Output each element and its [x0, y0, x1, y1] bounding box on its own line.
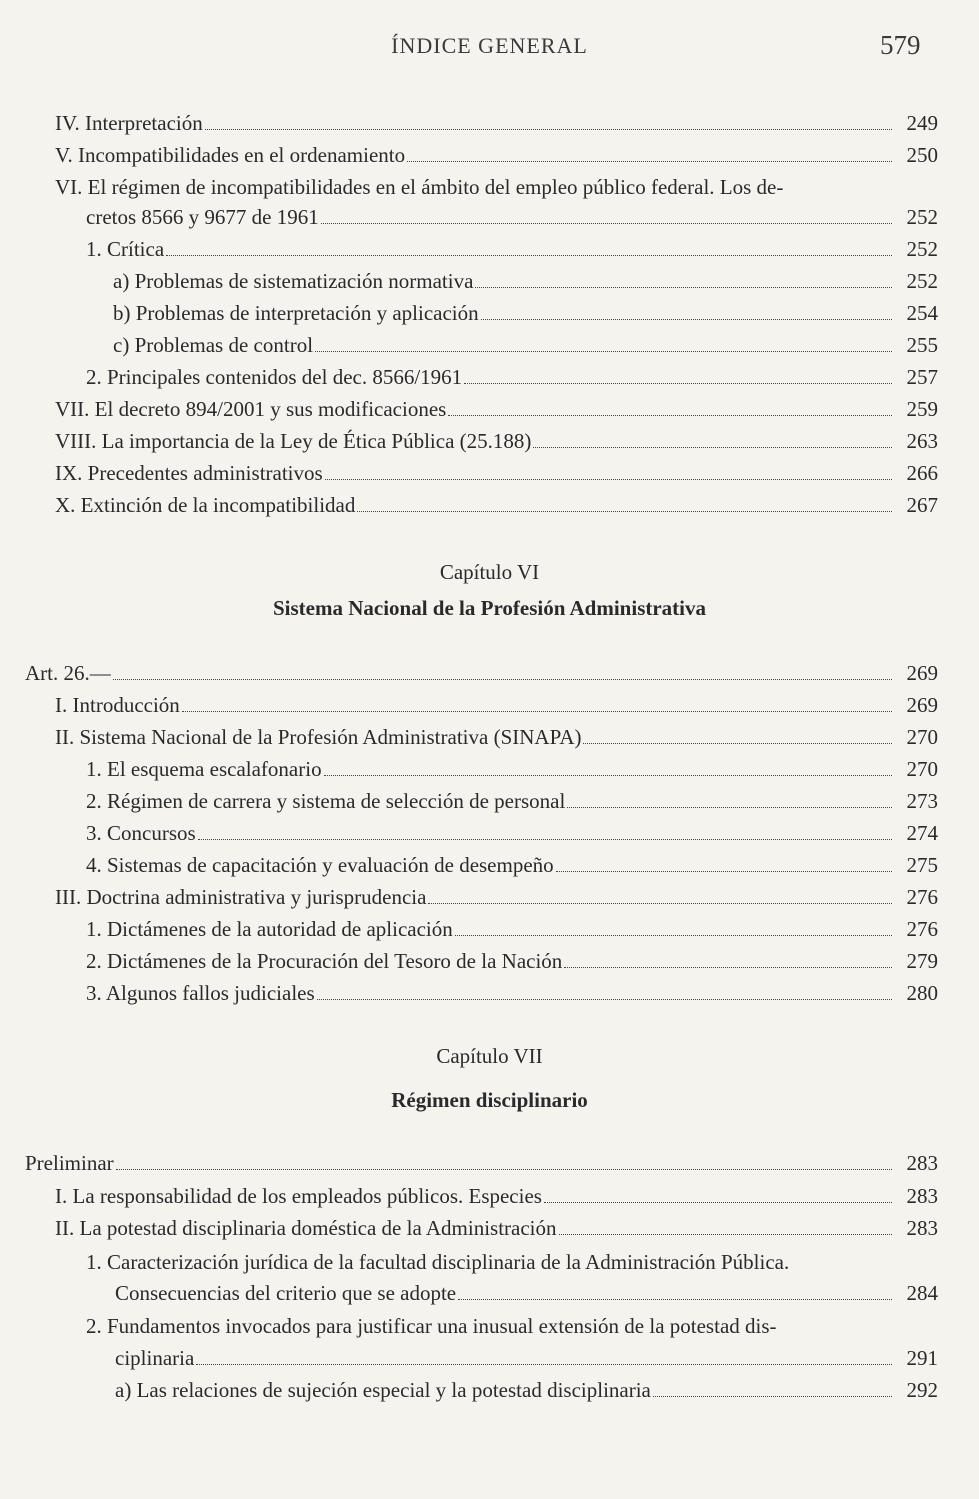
toc-entry-label: III. Doctrina administrativa y jurisprudencia: [55, 885, 427, 909]
toc-entry-label: 2. Régimen de carrera y sistema de selección de personal: [86, 789, 566, 813]
toc-entry-label: 3. Algunos fallos judiciales: [86, 981, 315, 1005]
toc-entry-label: IV. Interpretación: [55, 111, 203, 135]
toc-entry: [86, 948, 938, 974]
toc-entry-page: 252: [906, 205, 938, 229]
toc-entry-page: 263: [906, 429, 938, 453]
toc-entry-label: 2. Principales contenidos del dec. 8566/1961: [86, 365, 463, 389]
toc-entry-page: 267: [906, 493, 938, 517]
toc-entry: [113, 268, 938, 294]
dot-leader: [583, 743, 892, 744]
dot-leader: [458, 1299, 892, 1300]
toc-entry: [115, 1280, 938, 1306]
toc-entry-page: 255: [906, 333, 938, 357]
toc-entry: [86, 364, 938, 390]
toc-entry-page: 276: [906, 885, 938, 909]
toc-entry-label: Preliminar: [25, 1151, 114, 1175]
toc-entry-label: VII. El decreto 894/2001 y sus modificaciones: [55, 397, 447, 421]
toc-entry-page: 266: [906, 461, 938, 485]
dot-leader: [166, 255, 892, 256]
toc-entry-label: Consecuencias del criterio que se adopte: [115, 1281, 457, 1305]
toc-entry-page: 252: [906, 237, 938, 261]
running-title: ÍNDICE GENERAL: [391, 33, 588, 58]
toc-entry: [55, 492, 938, 518]
toc-entry: [86, 236, 938, 262]
dot-leader: [407, 161, 892, 162]
dot-leader: [448, 415, 892, 416]
dot-leader: [428, 903, 892, 904]
toc-entry-label: cretos 8566 y 9677 de 1961: [86, 205, 319, 229]
toc-entry-page: 270: [906, 757, 938, 781]
toc-entry: [55, 396, 938, 422]
dot-leader: [464, 383, 892, 384]
toc-entry-label: II. Sistema Nacional de la Profesión Administrativa (SINAPA): [55, 725, 582, 749]
toc-entry: [25, 660, 938, 686]
chapter-heading: Capítulo VI: [439, 560, 540, 584]
toc-entry-label: 3. Concursos: [86, 821, 196, 845]
toc-entry-page: 269: [906, 693, 938, 717]
toc-entry-page: 279: [906, 949, 938, 973]
toc-entry-page: 269: [906, 661, 938, 685]
toc-entry-label: 1. Dictámenes de la autoridad de aplicación: [86, 917, 453, 941]
dot-leader: [564, 967, 892, 968]
toc-entry: [55, 724, 938, 750]
dot-leader: [315, 351, 892, 352]
toc-entry-label: II. La potestad disciplinaria doméstica de la Administración: [55, 1216, 557, 1240]
dot-leader: [455, 935, 892, 936]
toc-entry-page: 250: [906, 143, 938, 167]
toc-entry-label: 2. Dictámenes de la Procuración del Tesoro de la Nación: [86, 949, 563, 973]
toc-entry-page: 273: [906, 789, 938, 813]
dot-leader: [324, 775, 892, 776]
chapter-title: Régimen disciplinario: [391, 1088, 588, 1112]
toc-entry-page: 291: [906, 1346, 938, 1370]
dot-leader: [196, 1364, 892, 1365]
toc-entry-page: 276: [906, 917, 938, 941]
toc-entry-label-line1: 2. Fundamentos invocados para justificar una inusual extensión de la potestad dis-: [86, 1314, 777, 1338]
toc-entry: [55, 460, 938, 486]
toc-entry-label: IX. Precedentes administrativos: [55, 461, 323, 485]
dot-leader: [556, 871, 892, 872]
toc-entry-page: 284: [906, 1281, 938, 1305]
toc-entry: [55, 884, 938, 910]
toc-entry: [86, 204, 938, 230]
toc-entry-page: 280: [906, 981, 938, 1005]
toc-entry: [55, 428, 938, 454]
toc-entry: [86, 916, 938, 942]
dot-leader: [475, 287, 892, 288]
toc-entry: [55, 1183, 938, 1209]
toc-entry-page: 254: [906, 301, 938, 325]
toc-entry: [86, 820, 938, 846]
dot-leader: [481, 319, 892, 320]
toc-entry: [86, 788, 938, 814]
toc-entry-label: I. La responsabilidad de los empleados públicos. Especies: [55, 1184, 542, 1208]
toc-entry: [113, 332, 938, 358]
page-number: 579: [880, 30, 921, 60]
chapter-title: Sistema Nacional de la Profesión Administrativa: [272, 596, 707, 620]
toc-entry-label: X. Extinción de la incompatibilidad: [55, 493, 356, 517]
toc-entry: [25, 1150, 938, 1176]
dot-leader: [182, 711, 892, 712]
toc-entry-label: a) Las relaciones de sujeción especial y la potestad disciplinaria: [115, 1378, 651, 1402]
dot-leader: [567, 807, 892, 808]
toc-entry-page: 292: [906, 1378, 938, 1402]
toc-entry-label: Art. 26.—: [25, 661, 111, 685]
dot-leader: [325, 479, 892, 480]
dot-leader: [357, 511, 892, 512]
dot-leader: [533, 447, 892, 448]
toc-entry: [115, 1377, 938, 1403]
toc-entry-label: 4. Sistemas de capacitación y evaluación de desempeño: [86, 853, 554, 877]
dot-leader: [653, 1396, 892, 1397]
dot-leader: [317, 999, 892, 1000]
toc-entry-label: 1. Crítica: [86, 237, 165, 261]
toc-entry: [55, 110, 938, 136]
dot-leader: [198, 839, 892, 840]
toc-entry-page: 283: [906, 1151, 938, 1175]
dot-leader: [113, 679, 892, 680]
toc-entry: [55, 692, 938, 718]
dot-leader: [559, 1234, 892, 1235]
toc-entry-page: 283: [906, 1216, 938, 1240]
toc-entry-page: 252: [906, 269, 938, 293]
toc-entry-label: c) Problemas de control: [113, 333, 314, 357]
toc-entry-label: V. Incompatibilidades en el ordenamiento: [55, 143, 406, 167]
toc-entry-label: ciplinaria: [115, 1346, 195, 1370]
toc-entry: [55, 1215, 938, 1241]
toc-entry-label: b) Problemas de interpretación y aplicación: [113, 301, 479, 325]
toc-entry-page: 274: [906, 821, 938, 845]
toc-entry-label: I. Introducción: [55, 693, 180, 717]
toc-entry-page: 270: [906, 725, 938, 749]
toc-entry: [113, 300, 938, 326]
toc-entry: [86, 756, 938, 782]
toc-entry: [55, 142, 938, 168]
toc-entry-page: 259: [906, 397, 938, 421]
toc-entry-label: VIII. La importancia de la Ley de Ética Pública (25.188): [55, 429, 532, 453]
toc-entry-page: 275: [906, 853, 938, 877]
toc-entry-label: a) Problemas de sistematización normativa: [113, 269, 474, 293]
toc-entry: [86, 980, 938, 1006]
toc-entry-page: 249: [906, 111, 938, 135]
toc-entry-label-line1: VI. El régimen de incompatibilidades en el ámbito del empleo público federal. Los de-: [55, 175, 784, 199]
toc-entry-page: 257: [906, 365, 938, 389]
dot-leader: [544, 1202, 892, 1203]
dot-leader: [205, 129, 892, 130]
toc-entry: [86, 852, 938, 878]
toc-entry-label: 1. El esquema escalafonario: [86, 757, 322, 781]
dot-leader: [116, 1169, 892, 1170]
toc-entry-page: 283: [906, 1184, 938, 1208]
chapter-heading: Capítulo VII: [436, 1044, 543, 1068]
toc-entry: [115, 1345, 938, 1371]
toc-entry-label-line1: 1. Caracterización jurídica de la facultad disciplinaria de la Administración Pública.: [86, 1250, 790, 1274]
dot-leader: [321, 223, 892, 224]
